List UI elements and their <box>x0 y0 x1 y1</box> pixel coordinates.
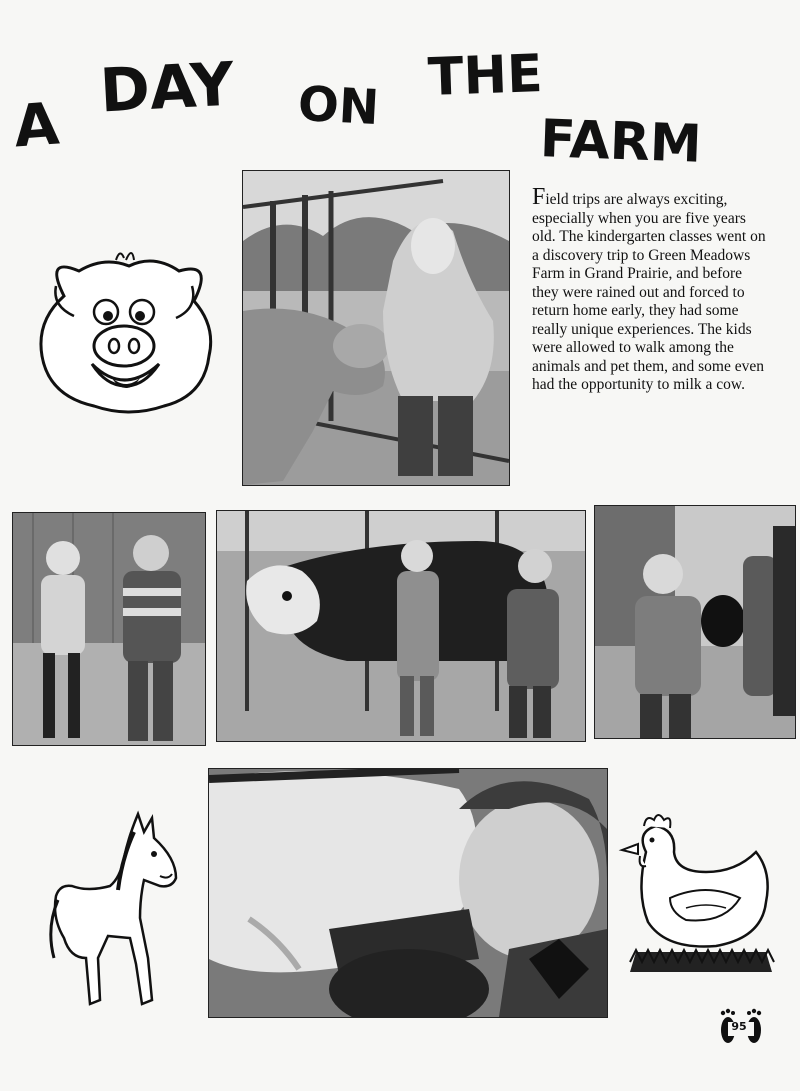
photo-girl-milking-cow <box>208 768 608 1018</box>
horse-icon <box>48 808 180 1014</box>
photo-boys-with-cow <box>216 510 586 742</box>
hen-icon <box>616 812 776 982</box>
title-word-on: ON <box>296 75 381 137</box>
title-word-day: DAY <box>98 49 236 127</box>
page-number: 95 <box>731 1020 747 1033</box>
photo-girl-petting-calf <box>242 170 510 486</box>
article-text: ield trips are always exciting, especially when you are five years old. The kindergarten classes went on a discovery trip to Green Meadows Farm in Grand Prairie, and before they were rained out and forced to return home early, they had some really unique experiences. The kids were allowed to walk among the animals and pet them, and some even had the opportunity to milk a cow. <box>532 191 766 393</box>
title-word-farm: FARM <box>539 109 703 175</box>
pig-icon <box>34 246 216 416</box>
article-dropcap: F <box>532 184 546 210</box>
article-body <box>532 184 772 395</box>
photo-boy-holding-chicken <box>594 505 796 739</box>
photo-girls-with-chicken <box>12 512 206 746</box>
title-word-a: A <box>11 89 62 161</box>
title-word-the: THE <box>426 44 544 108</box>
